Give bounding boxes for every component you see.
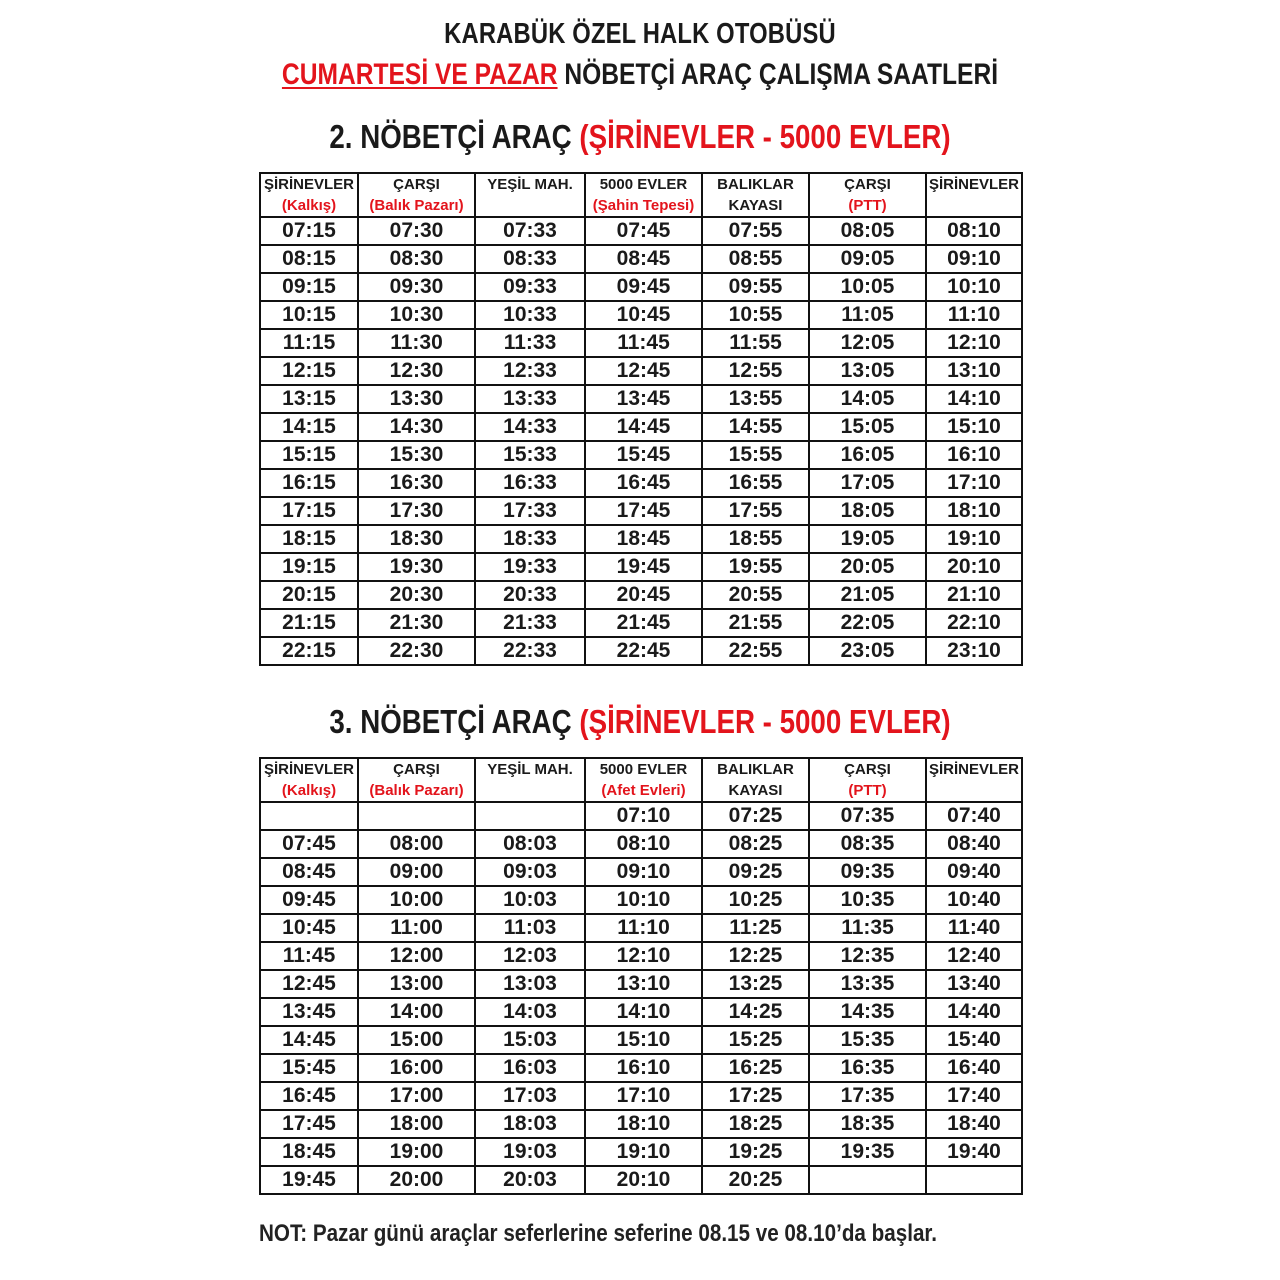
time-cell: 08:05 — [809, 217, 926, 245]
time-cell: 08:40 — [926, 830, 1022, 858]
column-header: 5000 EVLER — [585, 758, 702, 780]
time-cell: 18:55 — [702, 525, 809, 553]
time-cell: 11:33 — [475, 329, 585, 357]
time-cell: 13:15 — [260, 385, 358, 413]
time-cell: 20:45 — [585, 581, 702, 609]
time-cell: 20:10 — [926, 553, 1022, 581]
time-cell: 15:03 — [475, 1026, 585, 1054]
time-cell: 17:35 — [809, 1082, 926, 1110]
time-cell: 21:15 — [260, 609, 358, 637]
footnote: NOT: Pazar günü araçlar seferlerine seferine 08.15 ve 08.10’da başlar. — [259, 1220, 938, 1247]
time-cell: 13:45 — [585, 385, 702, 413]
section-title-route: (ŞİRİNEVLER - 5000 EVLER) — [579, 703, 951, 740]
table-row — [260, 970, 1022, 998]
time-cell: 13:00 — [358, 970, 475, 998]
column-subheader: (PTT) — [809, 195, 926, 217]
table-row — [260, 441, 1022, 469]
time-cell: 09:03 — [475, 858, 585, 886]
time-cell: 20:55 — [702, 581, 809, 609]
time-cell: 12:10 — [585, 942, 702, 970]
table-row — [260, 385, 1022, 413]
time-cell: 18:40 — [926, 1110, 1022, 1138]
time-cell: 10:15 — [260, 301, 358, 329]
table-row — [260, 357, 1022, 385]
time-cell: 10:10 — [585, 886, 702, 914]
time-cell: 15:30 — [358, 441, 475, 469]
time-cell: 09:10 — [926, 245, 1022, 273]
table-row — [260, 1138, 1022, 1166]
header-subrow — [260, 195, 1022, 217]
section-title-2 — [102, 118, 1177, 156]
table-row — [260, 1026, 1022, 1054]
time-cell: 10:00 — [358, 886, 475, 914]
time-cell: 23:05 — [809, 637, 926, 665]
schedule-table-3 — [259, 757, 1023, 1195]
time-cell: 10:40 — [926, 886, 1022, 914]
time-cell: 10:55 — [702, 301, 809, 329]
time-cell: 22:10 — [926, 609, 1022, 637]
time-cell: 16:30 — [358, 469, 475, 497]
time-cell: 17:55 — [702, 497, 809, 525]
table-row — [260, 497, 1022, 525]
time-cell: 21:10 — [926, 581, 1022, 609]
column-subheader — [926, 195, 1022, 217]
time-cell: 09:00 — [358, 858, 475, 886]
time-cell: 11:45 — [260, 942, 358, 970]
time-cell: 08:15 — [260, 245, 358, 273]
table-row — [260, 1166, 1022, 1194]
section-title-route: (ŞİRİNEVLER - 5000 EVLER) — [579, 118, 951, 155]
time-cell: 15:00 — [358, 1026, 475, 1054]
time-cell: 14:40 — [926, 998, 1022, 1026]
time-cell: 12:45 — [260, 970, 358, 998]
time-cell: 18:45 — [585, 525, 702, 553]
time-cell: 09:35 — [809, 858, 926, 886]
column-header: YEŞİL MAH. — [475, 758, 585, 780]
column-header: ŞİRİNEVLER — [926, 758, 1022, 780]
time-cell: 22:33 — [475, 637, 585, 665]
time-cell: 20:33 — [475, 581, 585, 609]
table-row — [260, 1110, 1022, 1138]
time-cell: 08:00 — [358, 830, 475, 858]
time-cell: 18:00 — [358, 1110, 475, 1138]
time-cell: 18:15 — [260, 525, 358, 553]
time-cell: 07:45 — [260, 830, 358, 858]
time-cell: 08:35 — [809, 830, 926, 858]
time-cell: 09:25 — [702, 858, 809, 886]
column-subheader: (Balık Pazarı) — [358, 195, 475, 217]
time-cell: 08:25 — [702, 830, 809, 858]
column-subheader: (PTT) — [809, 780, 926, 802]
time-cell: 16:45 — [585, 469, 702, 497]
table-row — [260, 553, 1022, 581]
column-subheader: KAYASI — [702, 195, 809, 217]
time-cell: 08:03 — [475, 830, 585, 858]
time-cell: 13:45 — [260, 998, 358, 1026]
time-cell — [260, 802, 358, 830]
time-cell: 17:00 — [358, 1082, 475, 1110]
time-cell: 17:15 — [260, 497, 358, 525]
time-cell: 19:05 — [809, 525, 926, 553]
time-cell: 12:40 — [926, 942, 1022, 970]
time-cell: 12:55 — [702, 357, 809, 385]
time-cell: 07:45 — [585, 217, 702, 245]
time-cell: 15:05 — [809, 413, 926, 441]
schedule-table-2 — [259, 172, 1023, 666]
time-cell: 10:05 — [809, 273, 926, 301]
time-cell: 20:25 — [702, 1166, 809, 1194]
time-cell: 15:33 — [475, 441, 585, 469]
time-cell: 15:55 — [702, 441, 809, 469]
table-row — [260, 637, 1022, 665]
time-cell: 11:55 — [702, 329, 809, 357]
time-cell: 15:40 — [926, 1026, 1022, 1054]
table-row — [260, 469, 1022, 497]
table-row — [260, 998, 1022, 1026]
time-cell: 13:05 — [809, 357, 926, 385]
time-cell: 18:03 — [475, 1110, 585, 1138]
time-cell: 08:45 — [585, 245, 702, 273]
time-cell: 21:30 — [358, 609, 475, 637]
time-cell: 11:25 — [702, 914, 809, 942]
time-cell: 14:25 — [702, 998, 809, 1026]
time-cell: 11:30 — [358, 329, 475, 357]
subtitle-rest: NÖBETÇİ ARAÇ ÇALIŞMA SAATLERİ — [557, 58, 999, 91]
time-cell: 08:10 — [585, 830, 702, 858]
time-cell: 17:03 — [475, 1082, 585, 1110]
time-cell: 13:10 — [585, 970, 702, 998]
time-cell: 17:25 — [702, 1082, 809, 1110]
time-cell: 08:45 — [260, 858, 358, 886]
time-cell — [926, 1166, 1022, 1194]
table-row — [260, 942, 1022, 970]
time-cell — [475, 802, 585, 830]
time-cell: 09:40 — [926, 858, 1022, 886]
time-cell: 07:30 — [358, 217, 475, 245]
time-cell: 11:40 — [926, 914, 1022, 942]
time-cell: 10:45 — [585, 301, 702, 329]
column-subheader — [475, 195, 585, 217]
table-row — [260, 886, 1022, 914]
table-row — [260, 802, 1022, 830]
column-header: ŞİRİNEVLER — [260, 173, 358, 195]
table-row — [260, 273, 1022, 301]
time-cell: 07:25 — [702, 802, 809, 830]
time-cell: 11:03 — [475, 914, 585, 942]
time-cell: 19:15 — [260, 553, 358, 581]
time-cell: 12:25 — [702, 942, 809, 970]
table-row — [260, 245, 1022, 273]
time-cell: 15:45 — [260, 1054, 358, 1082]
time-cell: 11:10 — [926, 301, 1022, 329]
table-row — [260, 1082, 1022, 1110]
time-cell: 07:55 — [702, 217, 809, 245]
section-title-3 — [102, 703, 1177, 741]
time-cell: 19:00 — [358, 1138, 475, 1166]
time-cell: 22:55 — [702, 637, 809, 665]
time-cell: 18:45 — [260, 1138, 358, 1166]
time-cell: 20:00 — [358, 1166, 475, 1194]
time-cell: 16:33 — [475, 469, 585, 497]
time-cell: 07:35 — [809, 802, 926, 830]
time-cell: 10:33 — [475, 301, 585, 329]
time-cell: 14:35 — [809, 998, 926, 1026]
time-cell: 16:55 — [702, 469, 809, 497]
table-row — [260, 1054, 1022, 1082]
table-row — [260, 301, 1022, 329]
time-cell: 11:00 — [358, 914, 475, 942]
time-cell: 18:05 — [809, 497, 926, 525]
table-row — [260, 858, 1022, 886]
time-cell: 11:35 — [809, 914, 926, 942]
time-cell: 18:35 — [809, 1110, 926, 1138]
time-cell: 08:10 — [926, 217, 1022, 245]
time-cell: 15:10 — [926, 413, 1022, 441]
time-cell: 13:03 — [475, 970, 585, 998]
time-cell: 10:45 — [260, 914, 358, 942]
time-cell: 19:30 — [358, 553, 475, 581]
time-cell: 20:15 — [260, 581, 358, 609]
time-cell: 19:35 — [809, 1138, 926, 1166]
time-cell: 07:10 — [585, 802, 702, 830]
time-cell: 14:15 — [260, 413, 358, 441]
time-cell: 13:33 — [475, 385, 585, 413]
column-header: 5000 EVLER — [585, 173, 702, 195]
time-cell: 15:45 — [585, 441, 702, 469]
table-row — [260, 413, 1022, 441]
time-cell: 17:10 — [926, 469, 1022, 497]
time-cell: 15:10 — [585, 1026, 702, 1054]
column-header: BALIKLAR — [702, 173, 809, 195]
column-header: ÇARŞI — [809, 173, 926, 195]
time-cell: 12:15 — [260, 357, 358, 385]
table-row — [260, 609, 1022, 637]
section-title-main: 3. NÖBETÇİ ARAÇ — [329, 703, 580, 740]
time-cell: 19:10 — [926, 525, 1022, 553]
time-cell: 16:10 — [585, 1054, 702, 1082]
time-cell: 16:35 — [809, 1054, 926, 1082]
table-row — [260, 329, 1022, 357]
time-cell: 16:00 — [358, 1054, 475, 1082]
time-cell: 07:40 — [926, 802, 1022, 830]
time-cell: 17:45 — [585, 497, 702, 525]
time-cell: 17:45 — [260, 1110, 358, 1138]
time-cell: 14:10 — [926, 385, 1022, 413]
time-cell: 09:15 — [260, 273, 358, 301]
column-subheader: KAYASI — [702, 780, 809, 802]
time-cell: 09:10 — [585, 858, 702, 886]
time-cell: 09:45 — [260, 886, 358, 914]
document-subtitle — [115, 58, 1165, 92]
weekend-label: CUMARTESİ VE PAZAR — [281, 58, 558, 91]
time-cell: 20:10 — [585, 1166, 702, 1194]
table-row — [260, 830, 1022, 858]
time-cell: 21:33 — [475, 609, 585, 637]
time-cell — [358, 802, 475, 830]
time-cell: 20:30 — [358, 581, 475, 609]
time-cell: 19:55 — [702, 553, 809, 581]
column-subheader: (Kalkış) — [260, 195, 358, 217]
time-cell: 19:25 — [702, 1138, 809, 1166]
table-row — [260, 217, 1022, 245]
table-row — [260, 525, 1022, 553]
time-cell: 14:55 — [702, 413, 809, 441]
column-header: BALIKLAR — [702, 758, 809, 780]
header-row — [260, 758, 1022, 780]
time-cell: 13:40 — [926, 970, 1022, 998]
time-cell: 16:10 — [926, 441, 1022, 469]
time-cell: 22:45 — [585, 637, 702, 665]
time-cell: 13:35 — [809, 970, 926, 998]
time-cell: 13:30 — [358, 385, 475, 413]
header-row — [260, 173, 1022, 195]
time-cell: 16:15 — [260, 469, 358, 497]
column-header: ÇARŞI — [358, 173, 475, 195]
time-cell: 18:10 — [926, 497, 1022, 525]
time-cell: 14:10 — [585, 998, 702, 1026]
time-cell: 09:45 — [585, 273, 702, 301]
time-cell: 07:33 — [475, 217, 585, 245]
time-cell: 18:30 — [358, 525, 475, 553]
time-cell: 15:25 — [702, 1026, 809, 1054]
column-header: YEŞİL MAH. — [475, 173, 585, 195]
time-cell: 07:15 — [260, 217, 358, 245]
time-cell: 19:45 — [585, 553, 702, 581]
time-cell: 13:10 — [926, 357, 1022, 385]
time-cell: 17:33 — [475, 497, 585, 525]
time-cell: 14:45 — [260, 1026, 358, 1054]
time-cell: 08:33 — [475, 245, 585, 273]
time-cell: 15:15 — [260, 441, 358, 469]
table-row — [260, 914, 1022, 942]
time-cell: 14:45 — [585, 413, 702, 441]
time-cell: 18:25 — [702, 1110, 809, 1138]
time-cell: 16:25 — [702, 1054, 809, 1082]
time-cell: 22:15 — [260, 637, 358, 665]
column-subheader — [926, 780, 1022, 802]
header-subrow — [260, 780, 1022, 802]
time-cell: 19:40 — [926, 1138, 1022, 1166]
time-cell: 09:55 — [702, 273, 809, 301]
column-subheader: (Şahin Tepesi) — [585, 195, 702, 217]
time-cell: 16:05 — [809, 441, 926, 469]
time-cell: 19:45 — [260, 1166, 358, 1194]
column-subheader: (Afet Evleri) — [585, 780, 702, 802]
time-cell: 17:05 — [809, 469, 926, 497]
time-cell: 21:55 — [702, 609, 809, 637]
time-cell: 14:05 — [809, 385, 926, 413]
time-cell: 17:40 — [926, 1082, 1022, 1110]
time-cell: 22:05 — [809, 609, 926, 637]
time-cell: 21:45 — [585, 609, 702, 637]
time-cell: 17:10 — [585, 1082, 702, 1110]
time-cell: 11:10 — [585, 914, 702, 942]
time-cell: 16:45 — [260, 1082, 358, 1110]
time-cell: 20:03 — [475, 1166, 585, 1194]
time-cell: 12:35 — [809, 942, 926, 970]
table-row — [260, 581, 1022, 609]
time-cell: 17:30 — [358, 497, 475, 525]
time-cell: 19:03 — [475, 1138, 585, 1166]
time-cell: 22:30 — [358, 637, 475, 665]
column-header: ÇARŞI — [809, 758, 926, 780]
time-cell: 09:05 — [809, 245, 926, 273]
time-cell: 08:55 — [702, 245, 809, 273]
time-cell: 16:03 — [475, 1054, 585, 1082]
column-subheader: (Kalkış) — [260, 780, 358, 802]
time-cell: 12:03 — [475, 942, 585, 970]
time-cell: 11:05 — [809, 301, 926, 329]
time-cell: 14:03 — [475, 998, 585, 1026]
time-cell: 09:30 — [358, 273, 475, 301]
time-cell — [809, 1166, 926, 1194]
time-cell: 11:45 — [585, 329, 702, 357]
time-cell: 18:33 — [475, 525, 585, 553]
time-cell: 16:40 — [926, 1054, 1022, 1082]
time-cell: 14:00 — [358, 998, 475, 1026]
time-cell: 10:30 — [358, 301, 475, 329]
time-cell: 09:33 — [475, 273, 585, 301]
column-subheader — [475, 780, 585, 802]
time-cell: 12:05 — [809, 329, 926, 357]
time-cell: 13:25 — [702, 970, 809, 998]
column-header: ŞİRİNEVLER — [926, 173, 1022, 195]
time-cell: 23:10 — [926, 637, 1022, 665]
column-subheader: (Balık Pazarı) — [358, 780, 475, 802]
column-header: ÇARŞI — [358, 758, 475, 780]
document-title: KARABÜK ÖZEL HALK OTOBÜSÜ — [444, 18, 836, 50]
time-cell: 11:15 — [260, 329, 358, 357]
time-cell: 10:25 — [702, 886, 809, 914]
section-title-main: 2. NÖBETÇİ ARAÇ — [329, 118, 580, 155]
time-cell: 12:33 — [475, 357, 585, 385]
time-cell: 14:30 — [358, 413, 475, 441]
time-cell: 10:03 — [475, 886, 585, 914]
time-cell: 19:10 — [585, 1138, 702, 1166]
time-cell: 10:10 — [926, 273, 1022, 301]
time-cell: 12:10 — [926, 329, 1022, 357]
time-cell: 18:10 — [585, 1110, 702, 1138]
time-cell: 21:05 — [809, 581, 926, 609]
time-cell: 12:45 — [585, 357, 702, 385]
time-cell: 20:05 — [809, 553, 926, 581]
time-cell: 12:30 — [358, 357, 475, 385]
time-cell: 10:35 — [809, 886, 926, 914]
time-cell: 19:33 — [475, 553, 585, 581]
time-cell: 14:33 — [475, 413, 585, 441]
time-cell: 08:30 — [358, 245, 475, 273]
time-cell: 13:55 — [702, 385, 809, 413]
column-header: ŞİRİNEVLER — [260, 758, 358, 780]
time-cell: 12:00 — [358, 942, 475, 970]
time-cell: 15:35 — [809, 1026, 926, 1054]
